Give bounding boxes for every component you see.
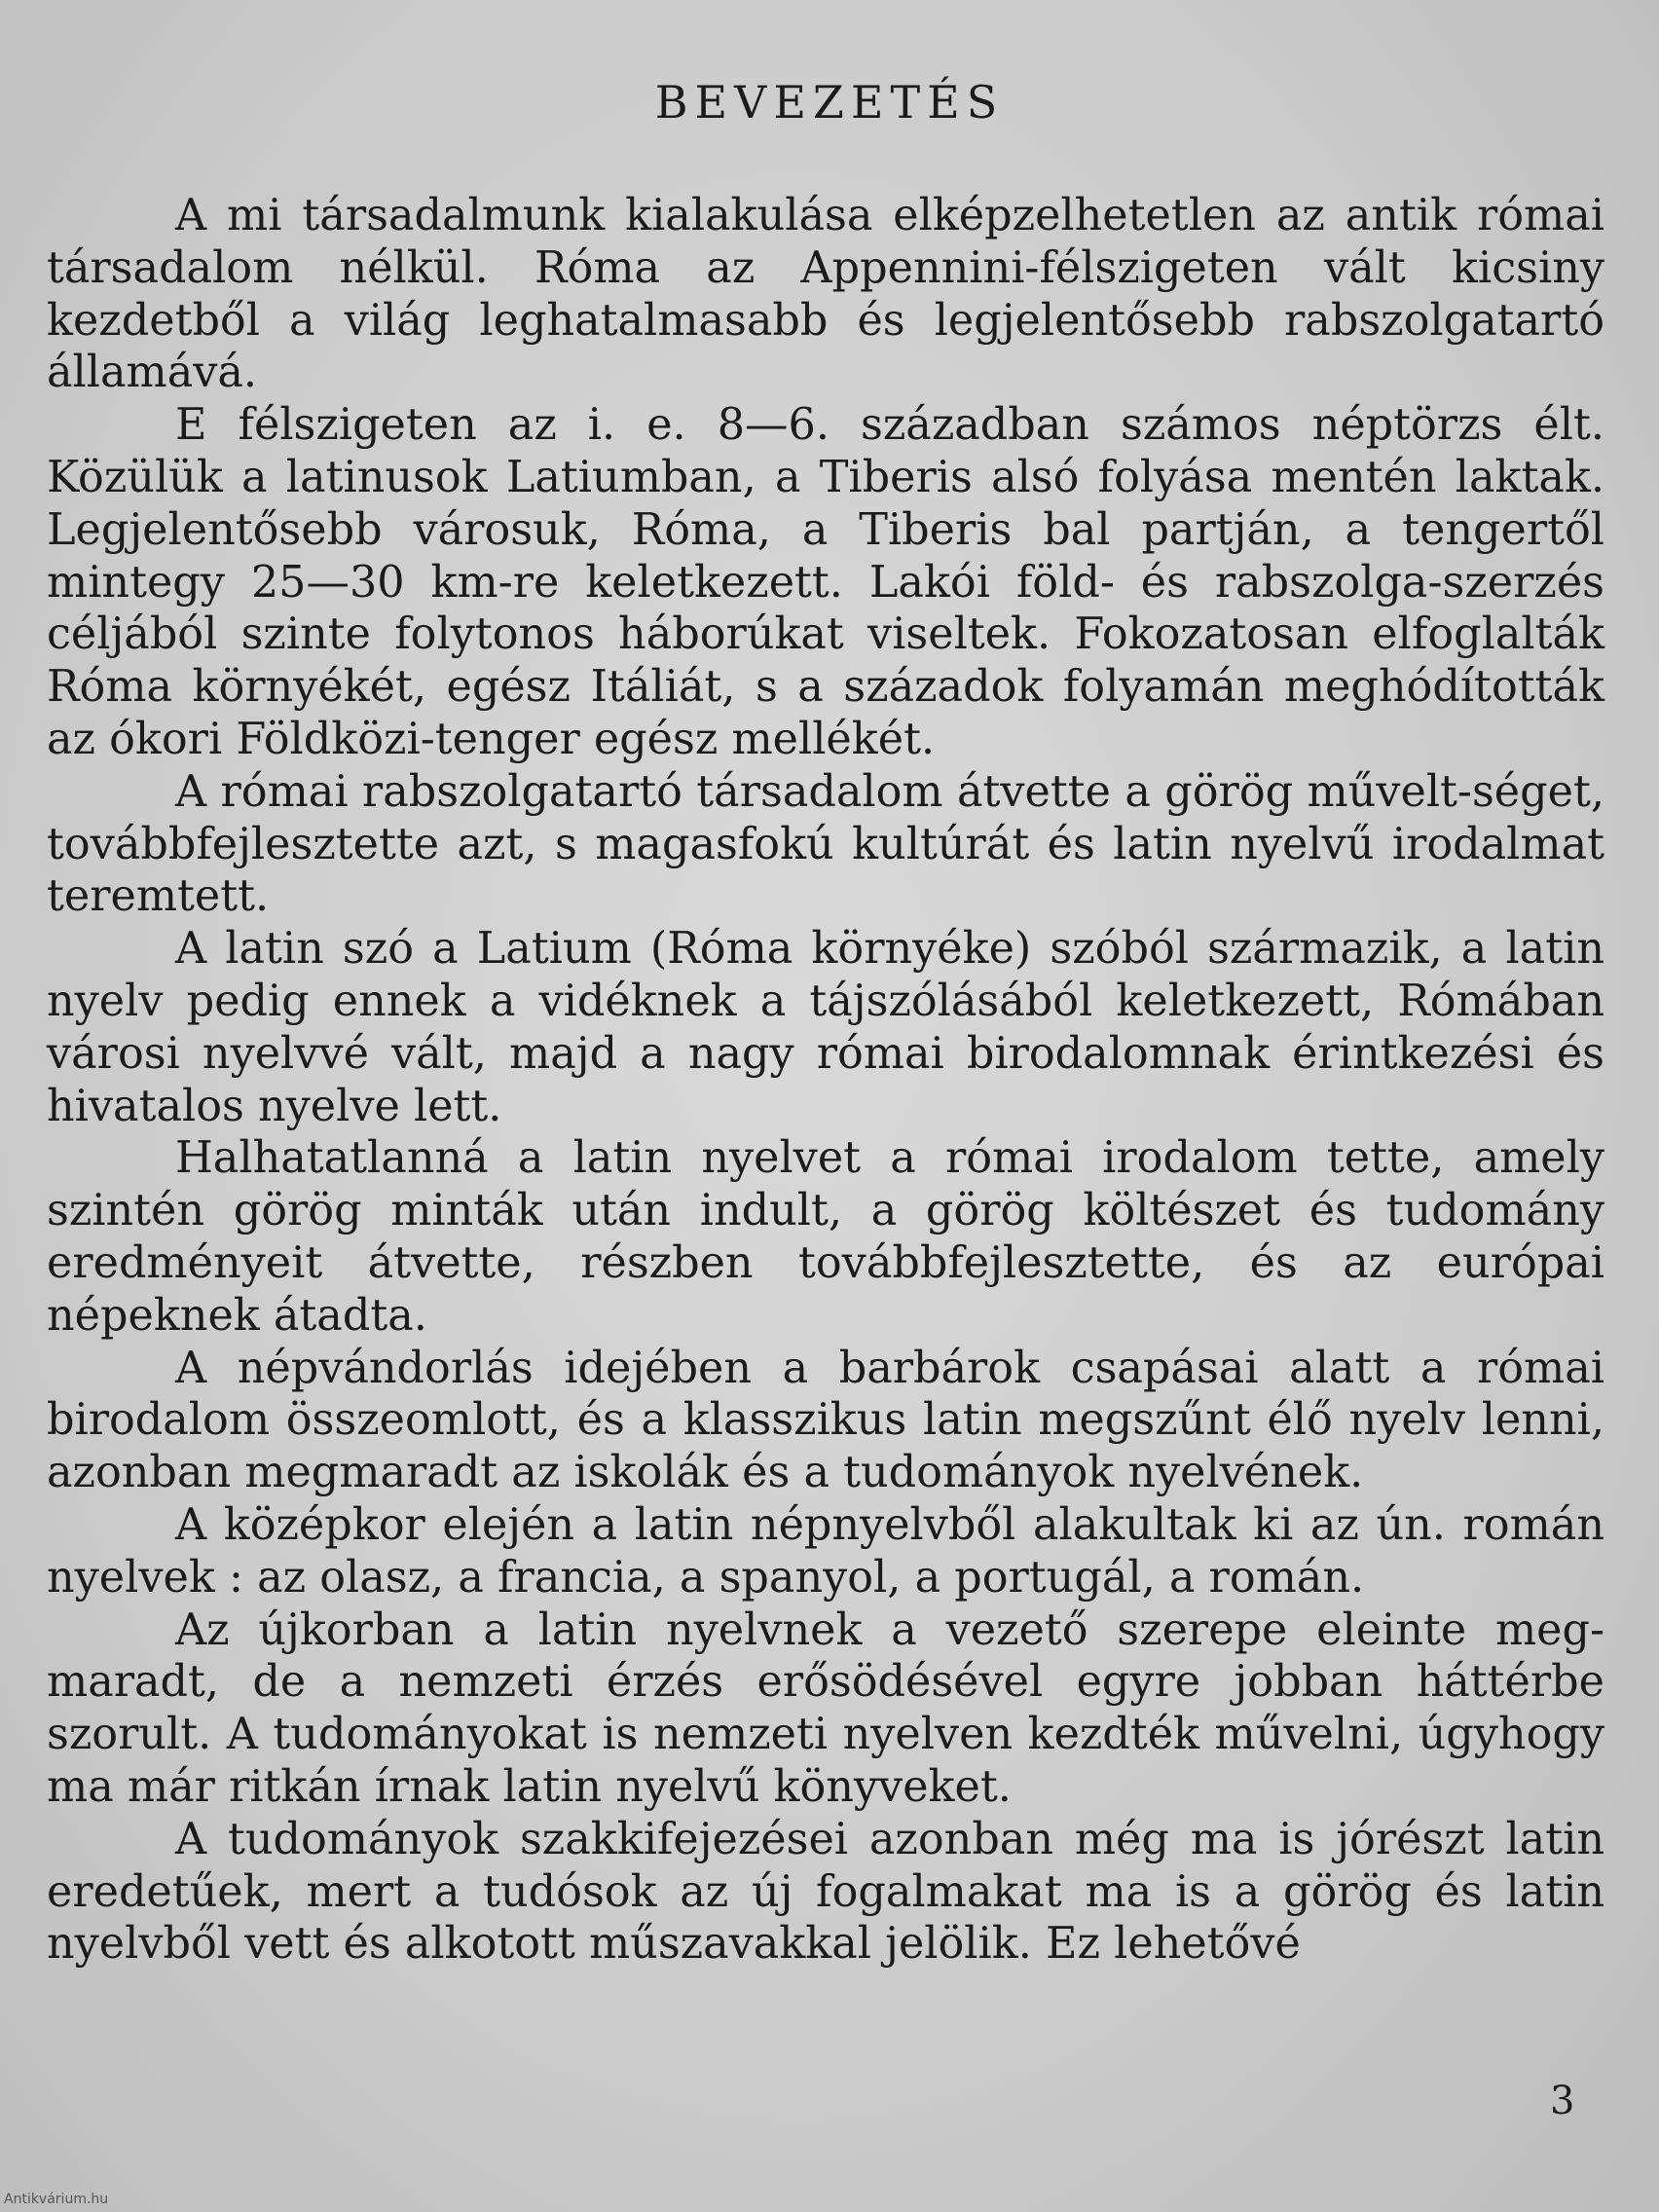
- watermark: Antikvárium.hu: [4, 2192, 109, 2207]
- paragraph-4: A latin szó a Latium (Róma környéke) szóból származik, a latin nyelv pedig ennek a vidéknek a tájszólásából keletkezett, Rómában városi nyelvvé vált, majd a nagy római birodalomnak érintkezési és hivatalos nyelve lett.: [47, 924, 1604, 1131]
- paragraph-9: A tudományok szakkifejezései azonban még ma is jórészt latin eredetűek, mert a tudósok az új fogalmakat ma is a görög és latin nyelvből vett és alkotott műszavakkal jelölik. Ez lehetővé: [47, 1814, 1604, 1970]
- page-number: 3: [1550, 2079, 1575, 2123]
- paragraph-1: A mi társadalmunk kialakulása elképzelhetetlen az antik római társadalom nélkül. Róma az Appennini-félszigeten vált kicsiny kezdetből a világ leghatalmasabb és legjelentősebb rabszolgatartó államává.: [47, 191, 1604, 398]
- body-text: [47, 190, 1604, 1971]
- paragraph-7: A középkor elején a latin népnyelvből alakultak ki az ún. román nyelvek : az olasz, a francia, a spanyol, a portugál, a román.: [47, 1499, 1604, 1603]
- chapter-heading: BEVEZETÉS: [654, 76, 1005, 129]
- paragraph-8: Az újkorban a latin nyelvnek a vezető szerepe eleinte meg-maradt, de a nemzeti érzés erősödésével egyre jobban háttérbe szorult. A tudományokat is nemzeti nyelven kezdték művelni, úgyhogy ma már ritkán írnak latin nyelvű könyveket.: [47, 1604, 1604, 1812]
- paragraph-3: A római rabszolgatartó társadalom átvette a görög művelt-séget, továbbfejlesztette azt, s magasfokú kultúrát és latin nyelvű irodalmat teremtett.: [47, 766, 1604, 922]
- paragraph-2: E félszigeten az i. e. 8—6. században számos néptörzs élt. Közülük a latinusok Latiumban, a Tiberis alsó folyása mentén laktak. Legjelentősebb városuk, Róma, a Tiberis bal partján, a tengertől mintegy 25—30 km-re keletkezett. Lakói föld- és rabszolga-szerzés céljából szinte folytonos háborúkat viseltek. Fokozatosan elfoglalták Róma környékét, egész Itáliát, s a századok folyamán meghódították az ókori Földközi-tenger egész mellékét.: [47, 400, 1604, 764]
- paragraph-5: Halhatatlanná a latin nyelvet a római irodalom tette, amely szintén görög minták után indult, a görög költészet és tudomány eredményeit átvette, részben továbbfejlesztette, és az európai népeknek átadta.: [47, 1133, 1604, 1341]
- paragraph-6: A népvándorlás idejében a barbárok csapásai alatt a római birodalom összeomlott, és a klasszikus latin megszűnt élő nyelv lenni, azonban megmaradt az iskolák és a tudományok nyelvének.: [47, 1343, 1604, 1498]
